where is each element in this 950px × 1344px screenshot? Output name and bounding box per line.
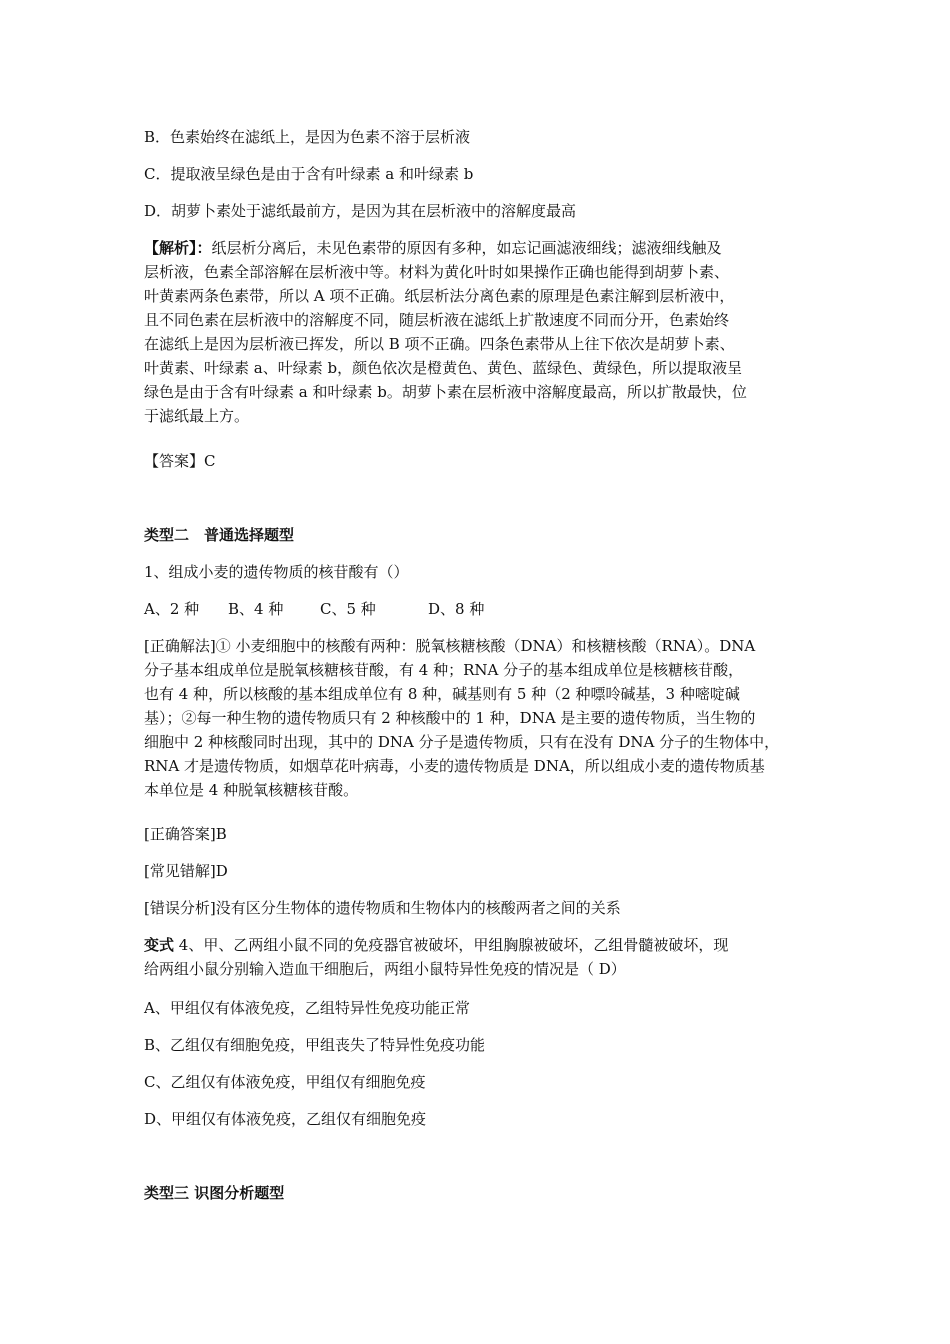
section-heading-type2: 类型二 普通选择题型: [144, 526, 295, 544]
variant-line: 4、甲、乙两组小鼠不同的免疫器官被破坏，甲组胸腺被破坏，乙组骨髓被破坏，现: [174, 936, 729, 954]
analysis-line: 且不同色素在层析液中的溶解度不同，随层析液在滤纸上扩散速度不同而分开，色素始终: [144, 311, 730, 329]
choice-c: C、5 种: [320, 600, 376, 618]
answer-line: 【答案】C: [144, 452, 216, 470]
question-1: 1、组成小麦的遗传物质的核苷酸有（）: [144, 563, 409, 581]
solution-line: 基）；②每一种生物的遗传物质只有 2 种核酸中的 1 种，DNA 是主要的遗传物质，当生物的: [144, 709, 756, 727]
error-analysis: [错误分析]没有区分生物体的遗传物质和生物体内的核酸两者之间的关系: [144, 899, 621, 917]
choice-d: D、8 种: [428, 600, 485, 618]
analysis-line: 在滤纸上是因为层析液已挥发，所以 B 项不正确。四条色素带从上往下依次是胡萝卜素、: [144, 335, 735, 353]
option-d: D．胡萝卜素处于滤纸最前方，是因为其在层析液中的溶解度最高: [144, 202, 577, 220]
variant-line: 给两组小鼠分别输入造血干细胞后，两组小鼠特异性免疫的情况是（ D）: [144, 960, 626, 978]
choice-b: B、4 种: [228, 600, 284, 618]
analysis-block: [144, 236, 824, 428]
variant-option-b: B、乙组仅有细胞免疫，甲组丧失了特异性免疫功能: [144, 1036, 486, 1054]
solution-line: 本单位是 4 种脱氧核糖核苷酸。: [144, 781, 359, 799]
analysis-label: 【解析】：: [144, 239, 212, 257]
solution-line: 也有 4 种，所以核酸的基本组成单位有 8 种，碱基则有 5 种（2 种嘌呤碱基，3 种嘧啶碱: [144, 685, 740, 703]
analysis-line: 于滤纸最上方。: [144, 407, 250, 425]
variant-label: 变式: [144, 936, 175, 954]
analysis-line: 纸层析分离后，未见色素带的原因有多种，如忘记画滤液细线；滤液细线触及: [211, 239, 722, 257]
choice-a: A、2 种: [144, 600, 200, 618]
common-error: [常见错解]D: [144, 862, 228, 880]
variant-option-d: D、甲组仅有体液免疫，乙组仅有细胞免疫: [144, 1110, 427, 1128]
solution-block: [144, 634, 824, 802]
analysis-line: 叶黄素、叶绿素 a、叶绿素 b，颜色依次是橙黄色、黄色、蓝绿色、黄绿色，所以提取液呈: [144, 359, 743, 377]
correct-answer: [正确答案]B: [144, 825, 227, 843]
option-c: C．提取液呈绿色是由于含有叶绿素 a 和叶绿素 b: [144, 165, 474, 183]
solution-line: 分子基本组成单位是脱氧核糖核苷酸，有 4 种；RNA 分子的基本组成单位是核糖核苷酸，: [144, 661, 744, 679]
analysis-line: 叶黄素两条色素带，所以 A 项不正确。纸层析法分离色素的原理是色素注解到层析液中，: [144, 287, 735, 305]
analysis-line: 绿色是由于含有叶绿素 a 和叶绿素 b。胡萝卜素在层析液中溶解度最高，所以扩散最快，位: [144, 383, 747, 401]
variant-option-a: A、甲组仅有体液免疫，乙组特异性免疫功能正常: [144, 999, 470, 1017]
option-b: B．色素始终在滤纸上，是因为色素不溶于层析液: [144, 128, 471, 146]
analysis-line: 层析液，色素全部溶解在层析液中等。材料为黄化叶时如果操作正确也能得到胡萝卜素、: [144, 263, 730, 281]
variant-question: [144, 933, 824, 981]
section-heading-type3: 类型三 识图分析题型: [144, 1184, 285, 1202]
solution-line: 细胞中 2 种核酸同时出现，其中的 DNA 分子是遗传物质，只有在没有 DNA 分子的生物体中，: [144, 733, 780, 751]
solution-line: RNA 才是遗传物质，如烟草花叶病毒，小麦的遗传物质是 DNA，所以组成小麦的遗传物质基: [144, 757, 765, 775]
variant-option-c: C、乙组仅有体液免疫，甲组仅有细胞免疫: [144, 1073, 426, 1091]
solution-line: [正确解法]① 小麦细胞中的核酸有两种：脱氧核糖核酸（DNA）和核糖核酸（RNA）。DNA: [144, 637, 756, 655]
